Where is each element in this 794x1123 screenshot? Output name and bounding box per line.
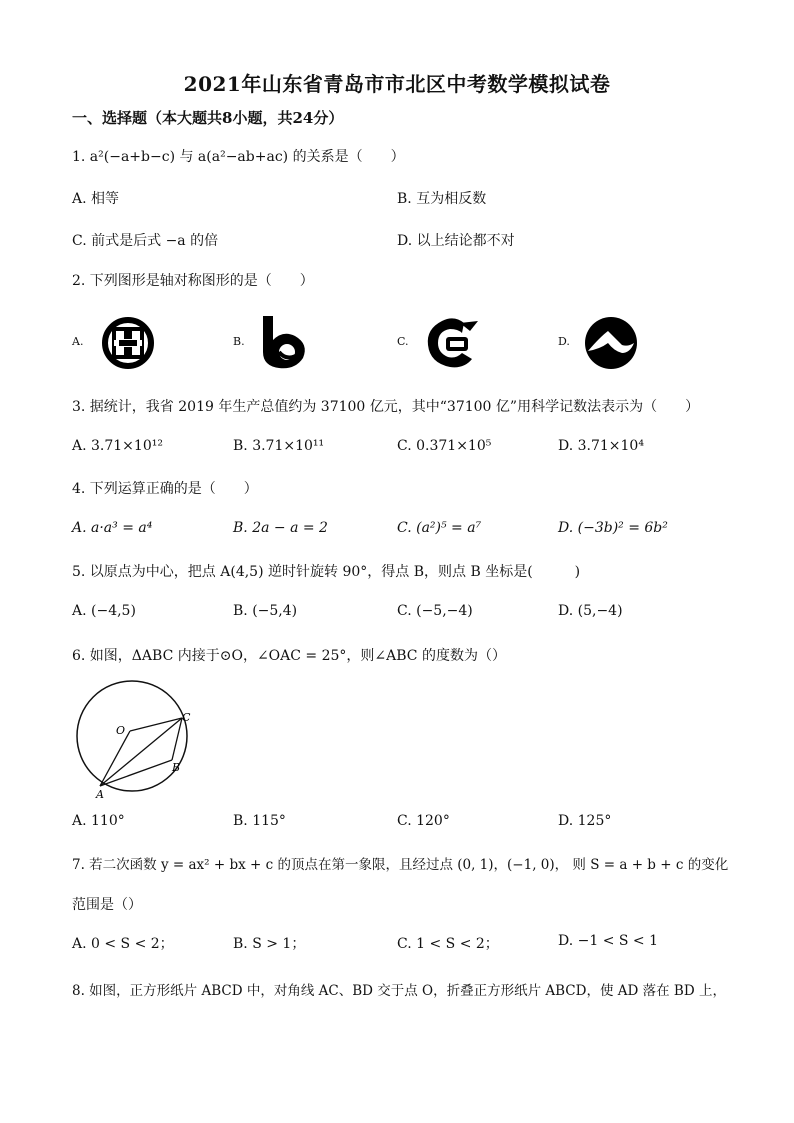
question-3-option-c: C. 0.371×10⁵ xyxy=(397,438,492,454)
question-6-option-b: B. 115° xyxy=(233,813,286,829)
question-1-option-a: A. 相等 xyxy=(72,191,120,207)
circle-figure xyxy=(70,676,200,802)
question-2-option-d: D. xyxy=(558,335,570,348)
question-1-option-b: B. 互为相反数 xyxy=(397,191,487,207)
question-5-option-c: C. (−5,−4) xyxy=(397,603,473,619)
question-1-option-d: D. 以上结论都不对 xyxy=(397,233,515,249)
question-7-option-b: B. S > 1； xyxy=(233,936,306,952)
question-2-option-c: C. xyxy=(397,335,409,348)
section-heading: 一、选择题（本大题共8小题，共24分） xyxy=(72,109,344,127)
question-3-option-a: A. 3.71×10¹² xyxy=(72,438,163,454)
question-3-option-b: B. 3.71×10¹¹ xyxy=(233,438,325,454)
question-1-stem: 1. a²(−a+b−c) 与 a(a²−ab+ac) 的关系是（ ） xyxy=(72,149,405,165)
c-logo-icon xyxy=(420,313,480,371)
label-o: O xyxy=(116,724,126,737)
question-4-option-d: D. (−3b)² = 6b² xyxy=(558,520,668,536)
question-4-option-c: C. (a²)⁵ = a⁷ xyxy=(397,520,482,536)
question-7-stem: 7. 若二次函数 y = ax² + bx + c 的顶点在第一象限，且经过点 (0, 1)，(−1, 0)， 则 S = a + b + c 的变化 xyxy=(72,857,729,873)
question-1-option-c: C. 前式是后式 −a 的倍 xyxy=(72,233,219,249)
question-4-option-b: B. 2a − a = 2 xyxy=(233,520,328,536)
icbc-logo-icon xyxy=(100,315,156,371)
question-5-stem: 5. 以原点为中心，把点 A(4,5) 逆时针旋转 90°，得点 B，则点 B 坐标是( ) xyxy=(72,564,581,580)
question-6-stem: 6. 如图，ΔABC 内接于⊙O，∠OAC = 25°，则∠ABC 的度数为（） xyxy=(72,648,506,664)
question-5-option-a: A. (−4,5) xyxy=(72,603,136,619)
question-2-option-b: B. xyxy=(233,335,245,348)
question-4-option-a: A. a·a³ = a⁴ xyxy=(72,520,153,536)
question-3-option-d: D. 3.71×10⁴ xyxy=(558,438,644,454)
label-a: A xyxy=(96,788,104,801)
question-4-stem: 4. 下列运算正确的是（ ） xyxy=(72,481,258,497)
question-6-option-d: D. 125° xyxy=(558,813,612,829)
label-c: C xyxy=(182,711,191,724)
question-6-option-a: A. 110° xyxy=(72,813,125,829)
page-title: 2021年山东省青岛市市北区中考数学模拟试卷 xyxy=(183,72,611,96)
question-7-option-d: D. −1 < S < 1 xyxy=(558,933,659,949)
question-2-option-a: A. xyxy=(72,335,84,348)
question-7-option-c: C. 1 < S < 2； xyxy=(397,936,499,952)
question-7-option-a: A. 0 < S < 2； xyxy=(72,936,174,952)
question-3-stem: 3. 据统计，我省 2019 年生产总值约为 37100 亿元，其中“37100 亿”用科学记数法表示为（ ） xyxy=(72,399,700,415)
question-5-option-b: B. (−5,4) xyxy=(233,603,298,619)
question-6-option-c: C. 120° xyxy=(397,813,450,829)
b-logo-icon xyxy=(257,312,313,372)
question-2-stem: 2. 下列图形是轴对称图形的是（ ） xyxy=(72,273,314,289)
question-7-stem-continued: 范围是（） xyxy=(72,897,142,913)
question-8-stem: 8. 如图，正方形纸片 ABCD 中，对角线 AC、BD 交于点 O，折叠正方形纸片 ABCD，使 AD 落在 BD 上， xyxy=(72,983,726,999)
mountain-logo-icon xyxy=(582,315,640,371)
question-5-option-d: D. (5,−4) xyxy=(558,603,623,619)
label-b: B xyxy=(172,761,181,774)
